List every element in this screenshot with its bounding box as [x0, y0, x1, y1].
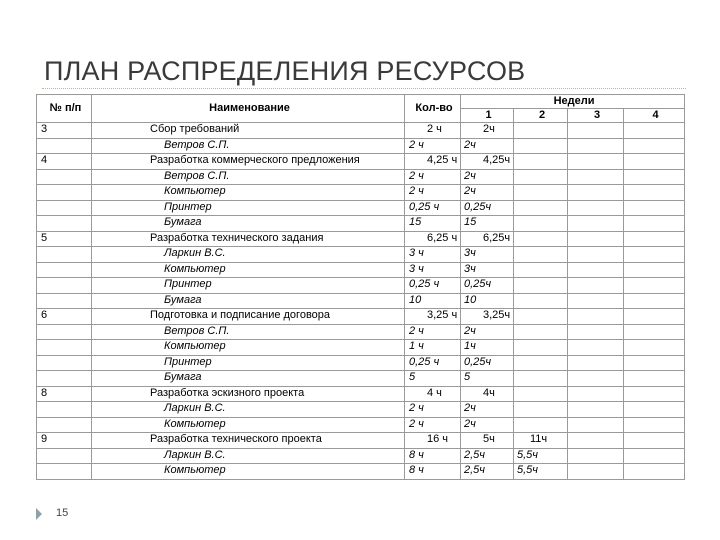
cell-w1: 2ч — [461, 123, 514, 139]
cell-name: Разработка технического проекта — [92, 433, 405, 449]
cell-w4 — [624, 309, 685, 325]
cell-w2 — [514, 216, 568, 232]
cell-w3 — [568, 324, 624, 340]
title-divider — [42, 88, 686, 89]
resource-row — [37, 355, 685, 371]
cell-w3 — [568, 185, 624, 201]
cell-qty: 2 ч — [405, 402, 461, 418]
resource-row — [37, 371, 685, 387]
cell-w1: 0,25ч — [461, 200, 514, 216]
resource-row — [37, 262, 685, 278]
cell-w2 — [514, 417, 568, 433]
cell-num: 3 — [37, 123, 92, 139]
cell-qty: 2 ч — [405, 169, 461, 185]
cell-w4 — [624, 324, 685, 340]
resource-row — [37, 138, 685, 154]
cell-w2 — [514, 247, 568, 263]
cell-name: Принтер — [92, 278, 405, 294]
cell-qty: 8 ч — [405, 464, 461, 480]
cell-name: Ветров С.П. — [92, 169, 405, 185]
cell-w2 — [514, 169, 568, 185]
cell-w1: 0,25ч — [461, 355, 514, 371]
header-name: Наименование — [92, 95, 405, 123]
cell-w2: 11ч — [514, 433, 568, 449]
cell-qty: 4,25 ч — [405, 154, 461, 170]
cell-num: 5 — [37, 231, 92, 247]
cell-name: Компьютер — [92, 340, 405, 356]
cell-qty: 3,25 ч — [405, 309, 461, 325]
footer-marker-icon — [36, 508, 42, 520]
cell-w2 — [514, 309, 568, 325]
header-week-2: 2 — [514, 109, 568, 123]
cell-w4 — [624, 417, 685, 433]
resource-row — [37, 464, 685, 480]
resource-row — [37, 402, 685, 418]
cell-w1: 0,25ч — [461, 278, 514, 294]
cell-w2 — [514, 324, 568, 340]
cell-qty: 3 ч — [405, 247, 461, 263]
resource-row — [37, 185, 685, 201]
header-num: № п/п — [37, 95, 92, 123]
cell-qty: 16 ч — [405, 433, 461, 449]
cell-num — [37, 169, 92, 185]
cell-w4 — [624, 402, 685, 418]
cell-name: Разработка технического задания — [92, 231, 405, 247]
cell-qty: 2 ч — [405, 417, 461, 433]
cell-w4 — [624, 216, 685, 232]
cell-name: Бумага — [92, 293, 405, 309]
resource-row — [37, 278, 685, 294]
cell-num — [37, 216, 92, 232]
cell-w3 — [568, 464, 624, 480]
cell-w2 — [514, 262, 568, 278]
cell-name: Компьютер — [92, 464, 405, 480]
cell-name: Бумага — [92, 216, 405, 232]
cell-w3 — [568, 309, 624, 325]
cell-w1: 2,5ч — [461, 448, 514, 464]
cell-name: Компьютер — [92, 262, 405, 278]
header-qty: Кол-во — [405, 95, 461, 123]
cell-num: 4 — [37, 154, 92, 170]
cell-qty: 8 ч — [405, 448, 461, 464]
task-row — [37, 433, 685, 449]
cell-w2 — [514, 340, 568, 356]
cell-num — [37, 293, 92, 309]
cell-w4 — [624, 154, 685, 170]
cell-w3 — [568, 123, 624, 139]
cell-w2 — [514, 138, 568, 154]
cell-w4 — [624, 278, 685, 294]
cell-w1: 10 — [461, 293, 514, 309]
cell-num — [37, 371, 92, 387]
task-row — [37, 231, 685, 247]
resource-row — [37, 247, 685, 263]
cell-name: Ветров С.П. — [92, 324, 405, 340]
resource-row — [37, 200, 685, 216]
cell-num — [37, 262, 92, 278]
resource-row — [37, 169, 685, 185]
cell-w3 — [568, 448, 624, 464]
cell-num — [37, 324, 92, 340]
cell-name: Разработка коммерческого предложения — [92, 154, 405, 170]
cell-name: Разработка эскизного проекта — [92, 386, 405, 402]
cell-w1: 15 — [461, 216, 514, 232]
cell-w4 — [624, 371, 685, 387]
slide-title: ПЛАН РАСПРЕДЕЛЕНИЯ РЕСУРСОВ — [44, 56, 526, 86]
cell-w4 — [624, 433, 685, 449]
cell-num: 6 — [37, 309, 92, 325]
cell-qty: 3 ч — [405, 262, 461, 278]
cell-qty: 0,25 ч — [405, 278, 461, 294]
cell-num — [37, 185, 92, 201]
cell-w3 — [568, 247, 624, 263]
cell-w1: 6,25ч — [461, 231, 514, 247]
cell-w3 — [568, 433, 624, 449]
cell-w4 — [624, 138, 685, 154]
resource-plan-table — [36, 94, 685, 480]
cell-w1: 2,5ч — [461, 464, 514, 480]
cell-w1: 5ч — [461, 433, 514, 449]
cell-w2 — [514, 402, 568, 418]
page-number: 15 — [56, 507, 69, 519]
header-weeks: Недели — [461, 95, 685, 109]
resource-row — [37, 324, 685, 340]
cell-qty: 10 — [405, 293, 461, 309]
cell-w1: 2ч — [461, 324, 514, 340]
cell-w1: 3,25ч — [461, 309, 514, 325]
cell-qty: 2 ч — [405, 123, 461, 139]
cell-w2 — [514, 123, 568, 139]
cell-w2 — [514, 154, 568, 170]
task-row — [37, 123, 685, 139]
cell-w1: 1ч — [461, 340, 514, 356]
cell-num — [37, 417, 92, 433]
cell-num — [37, 402, 92, 418]
cell-w3 — [568, 262, 624, 278]
cell-name: Ветров С.П. — [92, 138, 405, 154]
cell-w4 — [624, 123, 685, 139]
cell-qty: 15 — [405, 216, 461, 232]
cell-w3 — [568, 417, 624, 433]
resource-row — [37, 448, 685, 464]
cell-w4 — [624, 262, 685, 278]
cell-num — [37, 464, 92, 480]
cell-num — [37, 278, 92, 294]
cell-w1: 2ч — [461, 138, 514, 154]
cell-w4 — [624, 386, 685, 402]
cell-w4 — [624, 169, 685, 185]
cell-num — [37, 340, 92, 356]
cell-w2 — [514, 371, 568, 387]
cell-w2 — [514, 185, 568, 201]
cell-w2 — [514, 355, 568, 371]
cell-w4 — [624, 200, 685, 216]
task-row — [37, 386, 685, 402]
cell-w1: 4,25ч — [461, 154, 514, 170]
cell-name: Подготовка и подписание договора — [92, 309, 405, 325]
cell-qty: 2 ч — [405, 324, 461, 340]
cell-w4 — [624, 231, 685, 247]
cell-w3 — [568, 402, 624, 418]
cell-w4 — [624, 448, 685, 464]
task-row — [37, 309, 685, 325]
cell-qty: 6,25 ч — [405, 231, 461, 247]
cell-w3 — [568, 355, 624, 371]
cell-qty: 2 ч — [405, 138, 461, 154]
cell-w1: 4ч — [461, 386, 514, 402]
cell-name: Ларкин В.С. — [92, 448, 405, 464]
cell-name: Ларкин В.С. — [92, 247, 405, 263]
cell-w2 — [514, 293, 568, 309]
cell-w1: 2ч — [461, 169, 514, 185]
cell-qty: 2 ч — [405, 185, 461, 201]
cell-num — [37, 448, 92, 464]
resource-row — [37, 417, 685, 433]
cell-w3 — [568, 154, 624, 170]
cell-qty: 1 ч — [405, 340, 461, 356]
header-week-1: 1 — [461, 109, 514, 123]
cell-qty: 0,25 ч — [405, 200, 461, 216]
cell-w3 — [568, 293, 624, 309]
cell-w2 — [514, 231, 568, 247]
cell-w4 — [624, 355, 685, 371]
cell-w3 — [568, 200, 624, 216]
cell-name: Ларкин В.С. — [92, 402, 405, 418]
cell-w1: 5 — [461, 371, 514, 387]
cell-w1: 2ч — [461, 185, 514, 201]
cell-w3 — [568, 371, 624, 387]
cell-w2: 5,5ч — [514, 464, 568, 480]
cell-qty: 4 ч — [405, 386, 461, 402]
cell-w2: 5,5ч — [514, 448, 568, 464]
cell-w4 — [624, 293, 685, 309]
resource-row — [37, 216, 685, 232]
cell-num — [37, 200, 92, 216]
cell-w2 — [514, 200, 568, 216]
cell-w1: 3ч — [461, 247, 514, 263]
cell-w3 — [568, 169, 624, 185]
cell-name: Компьютер — [92, 185, 405, 201]
cell-name: Сбор требований — [92, 123, 405, 139]
cell-w3 — [568, 216, 624, 232]
cell-w3 — [568, 386, 624, 402]
table-header-row — [37, 95, 685, 109]
cell-w2 — [514, 386, 568, 402]
cell-w3 — [568, 138, 624, 154]
cell-w3 — [568, 340, 624, 356]
cell-w4 — [624, 185, 685, 201]
cell-w1: 2ч — [461, 417, 514, 433]
cell-w1: 3ч — [461, 262, 514, 278]
resource-row — [37, 340, 685, 356]
cell-w2 — [514, 278, 568, 294]
cell-name: Принтер — [92, 355, 405, 371]
cell-qty: 0,25 ч — [405, 355, 461, 371]
cell-w4 — [624, 247, 685, 263]
cell-num — [37, 355, 92, 371]
cell-w4 — [624, 340, 685, 356]
cell-num — [37, 247, 92, 263]
cell-qty: 5 — [405, 371, 461, 387]
cell-w3 — [568, 278, 624, 294]
header-week-4: 4 — [624, 109, 685, 123]
task-row — [37, 154, 685, 170]
cell-num: 8 — [37, 386, 92, 402]
cell-name: Компьютер — [92, 417, 405, 433]
cell-w3 — [568, 231, 624, 247]
cell-num: 9 — [37, 433, 92, 449]
cell-name: Принтер — [92, 200, 405, 216]
cell-name: Бумага — [92, 371, 405, 387]
resource-row — [37, 293, 685, 309]
cell-num — [37, 138, 92, 154]
cell-w4 — [624, 464, 685, 480]
header-week-3: 3 — [568, 109, 624, 123]
cell-w1: 2ч — [461, 402, 514, 418]
